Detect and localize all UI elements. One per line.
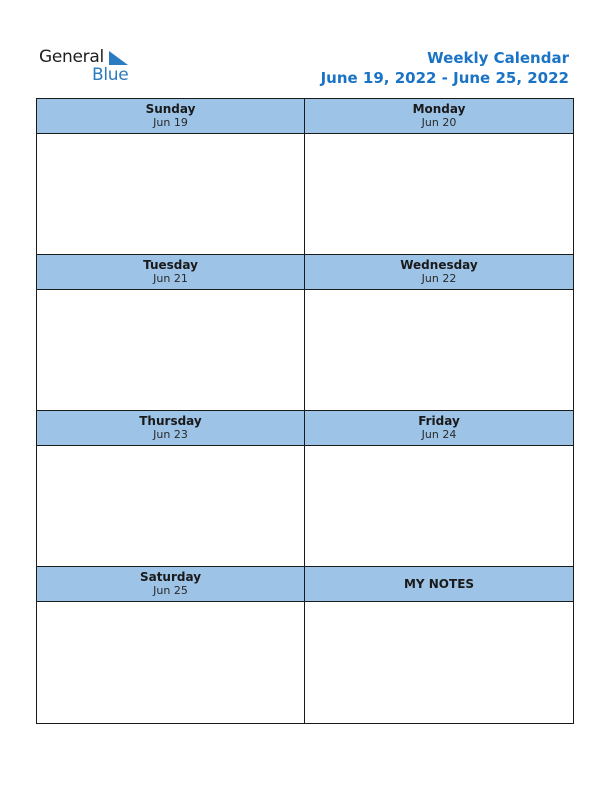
day-date: Jun 19 [153, 116, 188, 129]
notes-header [305, 567, 573, 602]
day-header [305, 99, 573, 134]
day-date: Jun 21 [153, 272, 188, 285]
day-name: Monday [412, 102, 466, 116]
day-writing-area[interactable] [37, 134, 304, 254]
day-date: Jun 25 [153, 584, 188, 597]
day-name: Wednesday [400, 258, 478, 272]
notes-title: MY NOTES [403, 577, 475, 591]
day-cell-monday [305, 99, 573, 255]
day-cell-sunday [37, 99, 305, 255]
notes-writing-area[interactable] [305, 602, 573, 723]
day-date: Jun 22 [421, 272, 457, 285]
day-cell-saturday [37, 567, 305, 723]
day-header [37, 255, 304, 290]
day-writing-area[interactable] [37, 602, 304, 723]
day-name: Saturday [139, 570, 202, 584]
page-title: Weekly Calendar [427, 49, 569, 67]
day-header [305, 255, 573, 290]
day-cell-friday [305, 411, 573, 567]
day-writing-area[interactable] [305, 446, 573, 566]
day-header [37, 567, 304, 602]
day-writing-area[interactable] [37, 446, 304, 566]
day-date: Jun 24 [421, 428, 457, 441]
day-name: Tuesday [143, 258, 198, 272]
day-cell-thursday [37, 411, 305, 567]
day-name: Sunday [145, 102, 196, 116]
day-date: Jun 20 [421, 116, 457, 129]
day-cell-wednesday [305, 255, 573, 411]
day-name: Friday [418, 414, 460, 428]
day-writing-area[interactable] [305, 290, 573, 410]
day-writing-area[interactable] [37, 290, 304, 410]
date-range: June 19, 2022 - June 25, 2022 [320, 69, 569, 87]
day-writing-area[interactable] [305, 134, 573, 254]
logo-word-blue: Blue [92, 65, 129, 85]
logo-triangle-icon [107, 50, 129, 66]
day-header [37, 99, 304, 134]
day-name: Thursday [139, 414, 202, 428]
day-header [37, 411, 304, 446]
day-header [305, 411, 573, 446]
generalblue-logo [39, 47, 139, 87]
day-date: Jun 23 [153, 428, 188, 441]
day-cell-tuesday [37, 255, 305, 411]
week-grid [36, 98, 574, 724]
notes-cell [305, 567, 573, 723]
logo-word-general: General [39, 47, 104, 67]
